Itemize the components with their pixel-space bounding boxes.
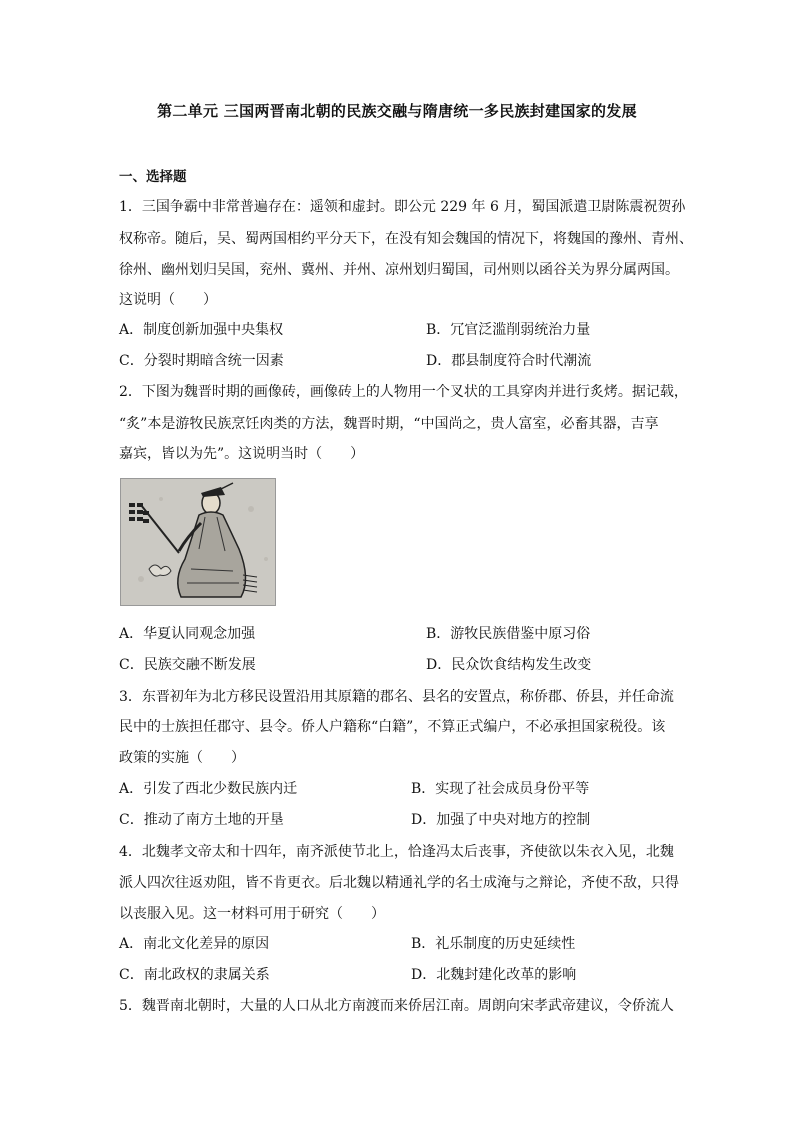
q4-option-b: B．礼乐制度的历史延续性 (411, 936, 576, 952)
brick-painting-image (120, 478, 276, 606)
q2-option-d: D．民众饮食结构发生改变 (426, 657, 592, 673)
q2-option-a: A．华夏认同观念加强 (119, 626, 256, 642)
q1-option-c: C．分裂时期暗含统一因素 (119, 353, 284, 369)
q1-line-4: 这说明（ ） (119, 292, 217, 308)
q1-option-d: D．郡县制度符合时代潮流 (426, 353, 592, 369)
q1-option-a: A．制度创新加强中央集权 (119, 322, 284, 338)
q3-option-a: A．引发了西北少数民族内迁 (119, 781, 298, 797)
q2-option-c: C．民族交融不断发展 (119, 657, 256, 673)
q1-option-b: B．冗官泛滥削弱统治力量 (426, 322, 591, 338)
q4-option-d: D．北魏封建化改革的影响 (411, 967, 577, 983)
q2-line-1: 2．下图为魏晋时期的画像砖，画像砖上的人物用一个叉状的工具穿肉并进行炙烤。据记载， (119, 384, 688, 400)
q1-line-2: 权称帝。随后，吴、蜀两国相约平分天下，在没有知会魏国的情况下，将魏国的豫州、青州、 (119, 231, 693, 247)
q1-line-3: 徐州、幽州划归吴国，兖州、冀州、并州、凉州划归蜀国，司州则以函谷关为界分属两国。 (119, 262, 679, 278)
q1-line-1: 1．三国争霸中非常普遍存在：遥领和虚封。即公元 229 年 6 月，蜀国派遣卫尉陈震祝贺孙 (119, 199, 686, 215)
q4-line-2: 派人四次往返劝阻，皆不肯更衣。后北魏以精通礼学的名士成淹与之辩论，齐使不敌，只得 (119, 875, 679, 891)
q5-line-1: 5．魏晋南北朝时，大量的人口从北方南渡而来侨居江南。周朗向宋孝武帝建议，令侨流人 (119, 998, 674, 1014)
q3-line-3: 政策的实施（ ） (119, 750, 245, 766)
q3-option-d: D．加强了中央对地方的控制 (411, 812, 591, 828)
q3-option-b: B．实现了社会成员身份平等 (411, 781, 590, 797)
q3-line-2: 民中的士族担任郡守、县令。侨人户籍称“白籍”，不算正式编户，不必承担国家税役。该 (119, 719, 666, 735)
brick-painting-figure (121, 479, 275, 605)
q2-option-b: B．游牧民族借鉴中原习俗 (426, 626, 591, 642)
section-heading: 一、选择题 (119, 169, 187, 185)
q4-line-1: 4．北魏孝文帝太和十四年，南齐派使节北上，恰逢冯太后丧事，齐使欲以朱衣入见，北魏 (119, 844, 674, 860)
q4-option-a: A．南北文化差异的原因 (119, 936, 270, 952)
q2-line-2: “炙”本是游牧民族烹饪肉类的方法，魏晋时期，“中国尚之，贵人富室，必畜其器，吉享 (119, 416, 659, 432)
q4-option-c: C．南北政权的隶属关系 (119, 967, 270, 983)
q4-line-3: 以丧服入见。这一材料可用于研究（ ） (119, 906, 385, 922)
q3-line-1: 3．东晋初年为北方移民设置沿用其原籍的郡名、县名的安置点，称侨郡、侨县，并任命流 (119, 689, 674, 705)
q3-option-c: C．推动了南方土地的开垦 (119, 812, 284, 828)
document-title: 第二单元 三国两晋南北朝的民族交融与隋唐统一多民族封建国家的发展 (157, 102, 637, 120)
q2-line-3: 嘉宾，皆以为先”。这说明当时（ ） (119, 446, 365, 462)
